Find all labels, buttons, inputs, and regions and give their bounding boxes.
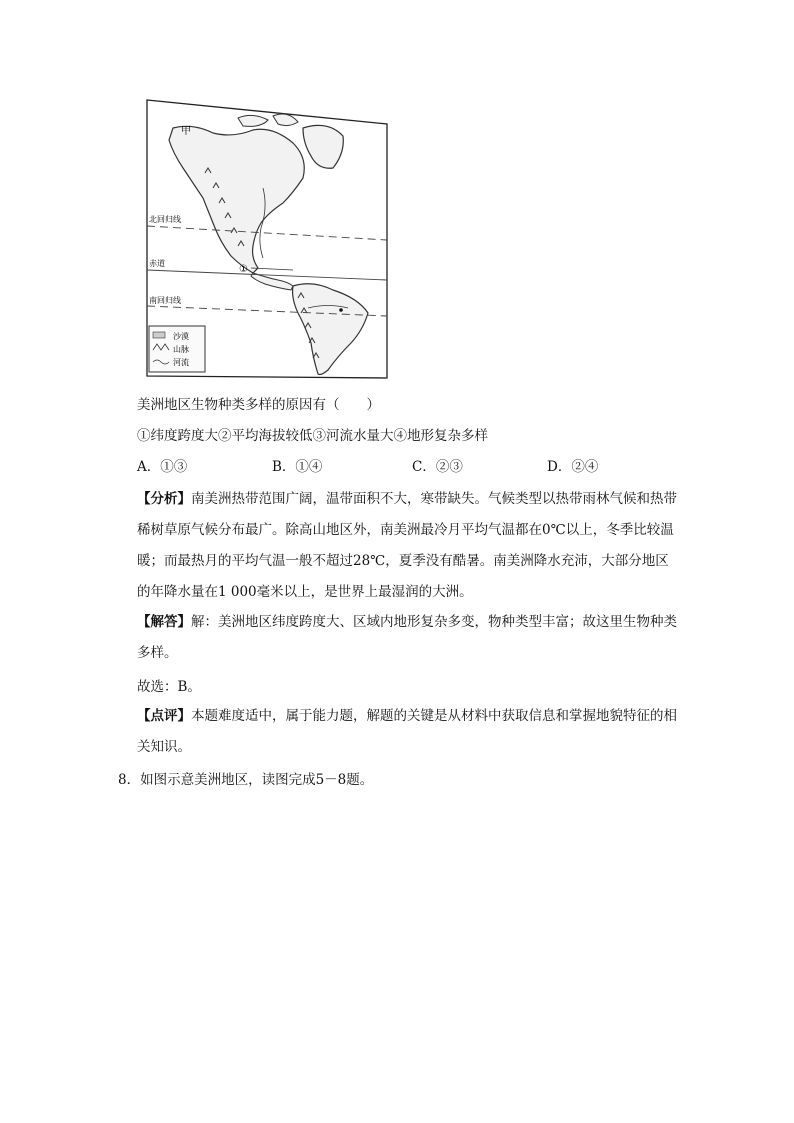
options-row xyxy=(137,457,677,477)
option-b[interactable]: B．①④ xyxy=(272,459,323,475)
answer-choice: 故选：B。 xyxy=(137,679,201,695)
answer-paragraph xyxy=(137,607,677,669)
comment-paragraph xyxy=(137,701,677,763)
question-factors: ①纬度跨度大②平均海拔较低③河流水量大④地形复杂多样 xyxy=(137,428,488,444)
map-label-north-tropic: 北回归线 xyxy=(149,215,181,224)
option-a[interactable]: A．①③ xyxy=(137,459,188,475)
map-label-marker-1: ① xyxy=(239,264,248,275)
map-label-south-tropic: 南回归线 xyxy=(149,296,181,305)
analysis-text: 南美洲热带范围广阔，温带面积不大，寒带缺失。气候类型以热带雨林气候和热带稀树草原气候分布最广。除高山地区外，南美洲最冷月平均气温都在0℃以上，冬季比较温暖；而最热月的平均气温一般不超过28℃，夏季没有酷暑。南美洲降水充沛，大部分地区的年降水量在1 000毫米以上，是世界上最湿润的大洲。 xyxy=(137,491,677,600)
america-map xyxy=(143,98,391,380)
comment-tag: 【点评】 xyxy=(137,708,191,724)
comment-text: 本题难度适中，属于能力题，解题的关键是从材料中获取信息和掌握地貌特征的相关知识。 xyxy=(137,708,677,755)
answer-tag: 【解答】 xyxy=(137,614,191,630)
legend-mountain: 山脉 xyxy=(173,345,189,354)
option-d[interactable]: D．②④ xyxy=(547,459,599,475)
legend-river: 河流 xyxy=(173,358,189,367)
question-stem: 美洲地区生物种类多样的原因有（ ） xyxy=(137,397,380,413)
america-map-figure xyxy=(143,98,391,380)
map-label-equator: 赤道 xyxy=(149,259,165,268)
answer-text: 解：美洲地区纬度跨度大、区域内地形复杂多变，物种类型丰富；故这里生物种类多样。 xyxy=(137,614,677,661)
legend-desert: 沙漠 xyxy=(173,332,189,341)
analysis-paragraph xyxy=(137,484,677,608)
map-label-jia: 甲 xyxy=(181,126,191,137)
next-question-title: 8．如图示意美洲地区，读图完成5－8题。 xyxy=(118,772,374,788)
option-c[interactable]: C．②③ xyxy=(412,459,463,475)
analysis-tag: 【分析】 xyxy=(137,491,191,507)
